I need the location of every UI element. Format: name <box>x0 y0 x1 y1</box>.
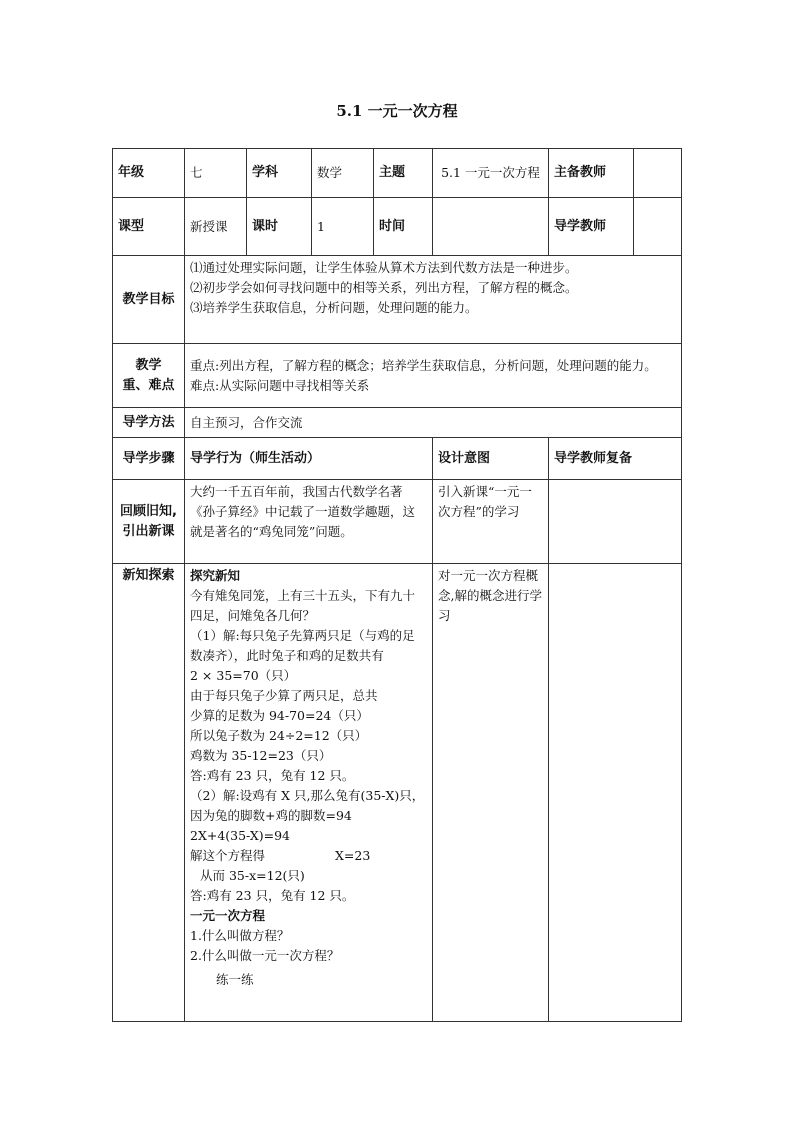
solution-line: 鸡数为 35-12=23（只） <box>190 748 332 763</box>
method-value: 自主预习，合作交流 <box>185 408 682 438</box>
solution-line: 所以兔子数为 24÷2=12（只） <box>190 728 368 743</box>
lead-teacher-value <box>634 149 682 198</box>
explore-heading: 探究新知 <box>190 568 241 583</box>
explore-content <box>185 564 433 1022</box>
grade-label: 年级 <box>113 149 185 198</box>
solution-line: 2 × 35=70（只） <box>190 668 297 683</box>
review-row <box>113 480 682 564</box>
topic-label: 主题 <box>374 149 433 198</box>
solution-line: 答:鸡有 23 只，兔有 12 只。 <box>190 768 355 783</box>
explore-row <box>113 564 682 1022</box>
type-label: 课型 <box>113 198 185 256</box>
key-points-label: 教学 重、难点 <box>113 344 185 408</box>
method-row <box>113 408 682 438</box>
grade-value: 七 <box>185 149 247 198</box>
review-content: 大约一千五百年前，我国古代数学名著《孙子算经》中记载了一道数学趣题，这就是著名的“鸡兔同笼”问题。 <box>185 480 433 564</box>
review-header: 导学教师复备 <box>549 438 682 480</box>
key-point-text: 重点:列出方程，了解方程的概念；培养学生获取信息，分析问题，处理问题的能力。 <box>190 357 657 373</box>
answer-line: 答:鸡有 23 只，兔有 12 只。 <box>190 888 355 903</box>
difficult-point-text: 难点:从实际问题中寻找相等关系 <box>190 377 370 393</box>
subject-label: 学科 <box>247 149 312 198</box>
solution-line: （1）解:每只兔子先算两只足（与鸡的足数凑齐），此时兔子和鸡的足数共有 <box>190 628 415 663</box>
subheading: 一元一次方程 <box>190 908 266 923</box>
solve-line: 解这个方程得 X=23 <box>190 848 371 863</box>
method-label: 导学方法 <box>113 408 185 438</box>
question-1: 1.什么叫做方程？ <box>190 928 290 943</box>
then-line: 从而 35-x=12(只) <box>200 868 305 883</box>
question-2: 2.什么叫做一元一次方程？ <box>190 948 340 963</box>
practice-label: 练一练 <box>216 972 254 987</box>
explore-label: 新知探索 <box>113 564 185 1022</box>
review-intent: 引入新课“一元一次方程”的学习 <box>433 480 549 564</box>
solution-line: 2X+4(35-X)=94 <box>190 828 290 843</box>
key-points-content <box>185 344 682 408</box>
solution-line: 由于每只兔子少算了两只足，总共 <box>190 688 378 703</box>
topic-value: 5.1 一元一次方程 <box>433 149 549 198</box>
review-notes <box>549 480 682 564</box>
explore-intent: 对一元一次方程概念,解的概念进行学习 <box>433 564 549 1022</box>
guide-teacher-value <box>634 198 682 256</box>
page-title: 5.1 一元一次方程 <box>336 102 458 120</box>
objectives-content <box>185 256 682 344</box>
review-label: 回顾旧知, 引出新课 <box>113 480 185 564</box>
period-value: 1 <box>312 198 374 256</box>
intent-header: 设计意图 <box>433 438 549 480</box>
steps-header-row <box>113 438 682 480</box>
time-value <box>433 198 549 256</box>
objective-item: ⑴通过处理实际问题，让学生体验从算术方法到代数方法是一种进步。 <box>190 260 578 275</box>
lesson-plan-table <box>112 148 682 1022</box>
header-row-1 <box>113 149 682 198</box>
period-label: 课时 <box>247 198 312 256</box>
lead-teacher-label: 主备教师 <box>549 149 634 198</box>
guide-teacher-label: 导学教师 <box>549 198 634 256</box>
behavior-header: 导学行为（师生活动） <box>185 438 433 480</box>
solution-line: （2）解:设鸡有 X 只,那么兔有(35-X)只，因为兔的脚数+鸡的脚数=94 <box>190 788 425 823</box>
explore-problem: 今有雉兔同笼，上有三十五头，下有九十四足，问雉兔各几何？ <box>190 588 416 623</box>
type-value: 新授课 <box>185 198 247 256</box>
subject-value: 数学 <box>312 149 374 198</box>
objective-item: ⑵初步学会如何寻找问题中的相等关系，列出方程，了解方程的概念。 <box>190 280 578 295</box>
objectives-label: 教学目标 <box>113 256 185 344</box>
solution-line: 少算的足数为 94-70=24（只） <box>190 708 369 723</box>
key-points-row <box>113 344 682 408</box>
header-row-2 <box>113 198 682 256</box>
objective-item: ⑶培养学生获取信息，分析问题，处理问题的能力。 <box>190 300 478 315</box>
time-label: 时间 <box>374 198 433 256</box>
objectives-row <box>113 256 682 344</box>
steps-header: 导学步骤 <box>113 438 185 480</box>
explore-notes <box>549 564 682 1022</box>
